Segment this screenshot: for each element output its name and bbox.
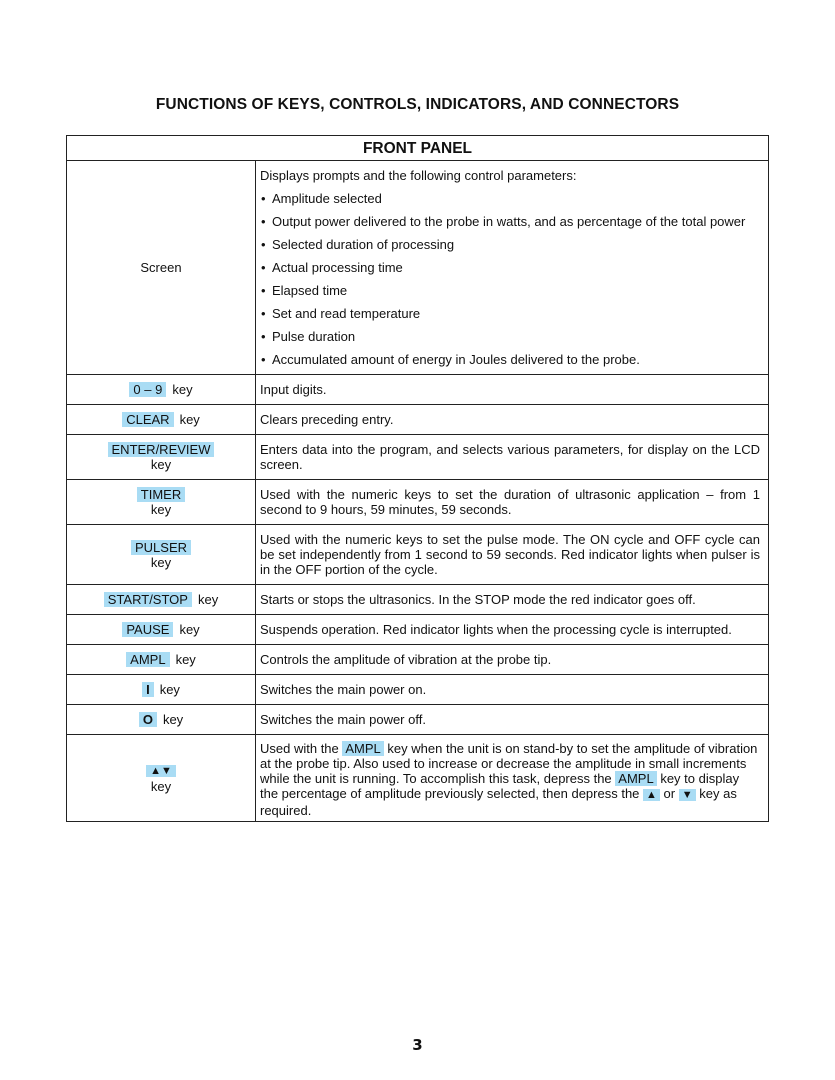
table-row	[67, 405, 769, 435]
key-word: key	[150, 554, 172, 570]
list-item: • Pulse duration	[260, 329, 760, 344]
functions-table	[66, 135, 769, 822]
power-off-description: Switches the main power off.	[256, 705, 769, 735]
start-stop-key-label: START/STOP	[104, 592, 192, 607]
up-arrow-icon: ▲	[643, 789, 660, 801]
table-row	[67, 480, 769, 525]
enter-review-description: Enters data into the program, and selects various parameters, for display on the LCD screen.	[256, 435, 769, 480]
down-arrow-icon: ▼	[679, 789, 696, 801]
pulser-description: Used with the numeric keys to set the pulse mode. The ON cycle and OFF cycle can be set independently from 1 second to 59 seconds. Red indicator lights when pulser is in the OFF portion of the cycle.	[256, 525, 769, 585]
power-on-description: Switches the main power on.	[256, 675, 769, 705]
page-number: 3	[412, 1036, 423, 1054]
list-item: • Elapsed time	[260, 283, 760, 298]
table-row	[67, 585, 769, 615]
list-item: • Selected duration of processing	[260, 237, 760, 252]
up-down-arrow-keys-icon: ▲▼	[146, 765, 176, 777]
table-row	[67, 615, 769, 645]
key-word: key	[150, 502, 172, 517]
table-row	[67, 705, 769, 735]
table-row	[67, 435, 769, 480]
key-cell	[67, 735, 256, 822]
key-cell	[67, 480, 256, 525]
key-word: key	[179, 622, 200, 637]
ampl-key-ref: AMPL	[342, 741, 383, 756]
table-row	[67, 375, 769, 405]
key-word: key	[150, 457, 172, 472]
ampl-key-label: AMPL	[126, 652, 169, 667]
screen-intro: Displays prompts and the following control parameters:	[260, 168, 577, 183]
key-word: key	[179, 412, 200, 427]
table-row	[67, 645, 769, 675]
clear-description: Clears preceding entry.	[256, 405, 769, 435]
key-word: key	[172, 382, 193, 397]
desc-text: Used with the	[260, 741, 339, 756]
screen-parameter-list	[260, 191, 760, 367]
section-header-row	[67, 136, 769, 161]
ampl-key-ref: AMPL	[615, 771, 656, 786]
screen-label: Screen	[67, 161, 256, 375]
desc-text: key to display the percentage of amplitude previously selected, then depress the	[260, 771, 740, 801]
page-title: FUNCTIONS OF KEYS, CONTROLS, INDICATORS, AND CONNECTORS	[155, 96, 680, 113]
key-cell	[67, 405, 256, 435]
power-off-key-label: O	[139, 712, 157, 727]
list-item: • Set and read temperature	[260, 306, 760, 321]
table-row	[67, 675, 769, 705]
list-item: • Actual processing time	[260, 260, 760, 275]
key-cell	[67, 525, 256, 585]
list-item: • Output power delivered to the probe in watts, and as percentage of the total power	[260, 214, 760, 229]
power-on-key-label: I	[142, 682, 154, 697]
digits-description: Input digits.	[256, 375, 769, 405]
screen-description	[256, 161, 769, 375]
key-word: key	[162, 712, 184, 727]
enter-review-key-label: ENTER/REVIEW	[108, 442, 215, 457]
desc-text: key as required.	[260, 786, 737, 818]
desc-text: key when the unit is on stand-by to set the amplitude of vibration at the probe tip. Also used to increase or decrease the amplitude in small increments while the unit is running. To accomplish this task, depress the	[260, 741, 758, 786]
key-cell	[67, 645, 256, 675]
key-cell	[67, 435, 256, 480]
table-row	[67, 161, 769, 375]
key-word: key	[159, 682, 180, 697]
timer-description: Used with the numeric keys to set the duration of ultrasonic application – from 1 second to 9 hours, 59 minutes, 59 seconds.	[256, 480, 769, 525]
key-word: key	[150, 779, 172, 794]
ampl-description: Controls the amplitude of vibration at the probe tip.	[256, 645, 769, 675]
up-down-description	[256, 735, 769, 822]
key-cell	[67, 585, 256, 615]
pause-description: Suspends operation. Red indicator lights when the processing cycle is interrupted.	[256, 615, 769, 645]
key-cell	[67, 615, 256, 645]
section-title: FRONT PANEL	[67, 136, 769, 161]
pulser-key-label: PULSER	[131, 540, 191, 555]
key-word: key	[197, 592, 219, 607]
list-item: • Accumulated amount of energy in Joules delivered to the probe.	[260, 352, 760, 367]
list-item: • Amplitude selected	[260, 191, 760, 206]
timer-key-label: TIMER	[137, 487, 185, 502]
table-row	[67, 735, 769, 822]
key-cell	[67, 375, 256, 405]
key-cell	[67, 705, 256, 735]
key-cell	[67, 675, 256, 705]
table-row	[67, 525, 769, 585]
key-word: key	[175, 652, 196, 667]
pause-key-label: PAUSE	[122, 622, 173, 637]
clear-key-label: CLEAR	[122, 412, 173, 427]
desc-text: or	[663, 786, 676, 801]
start-stop-description: Starts or stops the ultrasonics. In the STOP mode the red indicator goes off.	[256, 585, 769, 615]
digits-key-label: 0 – 9	[129, 382, 166, 397]
